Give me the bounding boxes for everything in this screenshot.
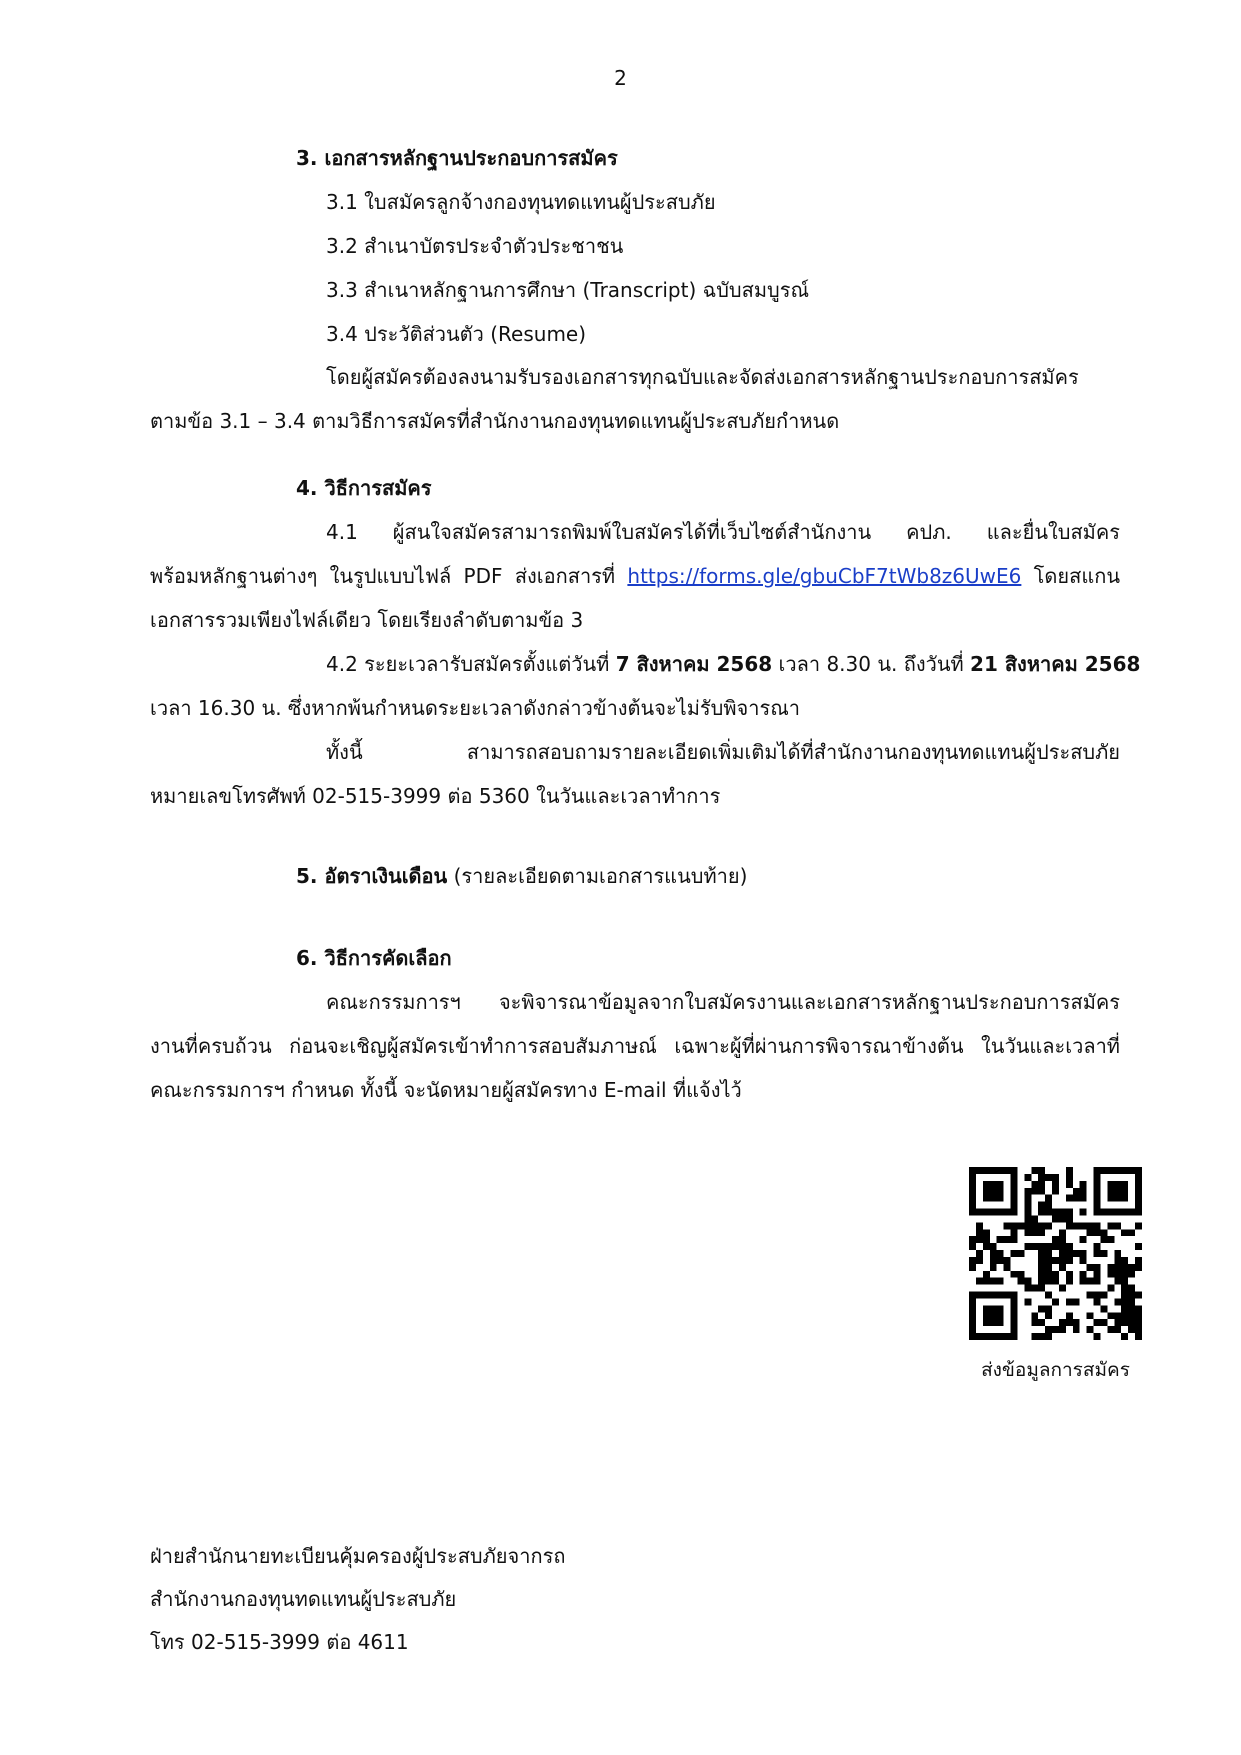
footer-office: สำนักงานกองทุนทดแทนผู้ประสบภัย <box>150 1587 457 1611</box>
page-number: 2 <box>614 66 627 90</box>
section-4-1-text-before-link: พร้อมหลักฐานต่างๆ ในรูปแบบไฟล์ PDF ส่งเอกสารที่ <box>150 564 616 588</box>
application-form-link[interactable]: https://forms.gle/gbuCbF7tWb8z6UwE6 <box>627 564 1022 588</box>
section-4-heading: 4. วิธีการสมัคร <box>296 476 432 500</box>
section-4-2-text-a: 4.2 ระยะเวลารับสมัครตั้งแต่วันที่ <box>326 652 610 676</box>
section-5-heading: 5. อัตราเงินเดือน <box>296 864 448 888</box>
section-4-1-line-3: เอกสารรวมเพียงไฟล์เดียว โดยเรียงลำดับตามข้อ 3 <box>150 608 584 632</box>
section-4-contact-line-2: หมายเลขโทรศัพท์ 02-515-3999 ต่อ 5360 ในวันและเวลาทำการ <box>150 784 721 808</box>
section-6-line-1: คณะกรรมการฯ จะพิจารณาข้อมูลจากใบสมัครงานและเอกสารหลักฐานประกอบการสมัคร <box>326 990 1120 1014</box>
application-start-date: 7 สิงหาคม 2568 <box>615 652 773 676</box>
section-3-item: 3.3 สำเนาหลักฐานการศึกษา (Transcript) ฉบับสมบูรณ์ <box>326 278 810 302</box>
section-4-1-text-after-link: โดยสแกน <box>1033 564 1120 588</box>
section-3-heading: 3. เอกสารหลักฐานประกอบการสมัคร <box>296 146 618 170</box>
section-3-paragraph-line-2: ตามข้อ 3.1 – 3.4 ตามวิธีการสมัครที่สำนักงานกองทุนทดแทนผู้ประสบภัยกำหนด <box>150 409 840 433</box>
section-4-2-text-b: เวลา 8.30 น. ถึงวันที่ <box>778 652 964 676</box>
section-5-line <box>296 862 747 890</box>
section-3-item: 3.4 ประวัติส่วนตัว (Resume) <box>326 322 587 346</box>
section-4-1-line-2 <box>150 562 1120 590</box>
section-6-line-3: คณะกรรมการฯ กำหนด ทั้งนี้ จะนัดหมายผู้สมัครทาง E-mail ที่แจ้งไว้ <box>150 1078 742 1102</box>
section-4-2-line-1 <box>150 650 1141 678</box>
section-6-line-2: งานที่ครบถ้วน ก่อนจะเชิญผู้สมัครเข้าทำการสอบสัมภาษณ์ เฉพาะผู้ที่ผ่านการพิจารณาข้างต้น ในวันและเวลาที่ <box>150 1034 1120 1058</box>
section-4-2-line-2: เวลา 16.30 น. ซึ่งหากพ้นกำหนดระยะเวลาดังกล่าวข้างต้นจะไม่รับพิจารณา <box>150 696 801 720</box>
footer-department: ฝ่ายสำนักนายทะเบียนคุ้มครองผู้ประสบภัยจากรถ <box>150 1544 566 1568</box>
application-end-date: 21 สิงหาคม 2568 <box>970 652 1141 676</box>
footer-phone: โทร 02-515-3999 ต่อ 4611 <box>150 1630 409 1654</box>
qr-code[interactable] <box>969 1167 1142 1340</box>
section-5-note: (รายละเอียดตามเอกสารแนบท้าย) <box>453 864 748 888</box>
section-4-contact-line-1: ทั้งนี้ สามารถสอบถามรายละเอียดเพิ่มเติมได้ที่สำนักงานกองทุนทดแทนผู้ประสบภัย <box>326 740 1120 764</box>
section-3-paragraph-line-1: โดยผู้สมัครต้องลงนามรับรองเอกสารทุกฉบับและจัดส่งเอกสารหลักฐานประกอบการสมัคร <box>326 365 1079 389</box>
section-4-1-line-1: 4.1 ผู้สนใจสมัครสามารถพิมพ์ใบสมัครได้ที่เว็บไซต์สำนักงาน คปภ. และยื่นใบสมัคร <box>326 520 1120 544</box>
section-3-item: 3.1 ใบสมัครลูกจ้างกองทุนทดแทนผู้ประสบภัย <box>326 190 716 214</box>
section-3-item: 3.2 สำเนาบัตรประจำตัวประชาชน <box>326 234 624 258</box>
qr-caption: ส่งข้อมูลการสมัคร <box>981 1359 1130 1381</box>
section-6-heading: 6. วิธีการคัดเลือก <box>296 946 452 970</box>
